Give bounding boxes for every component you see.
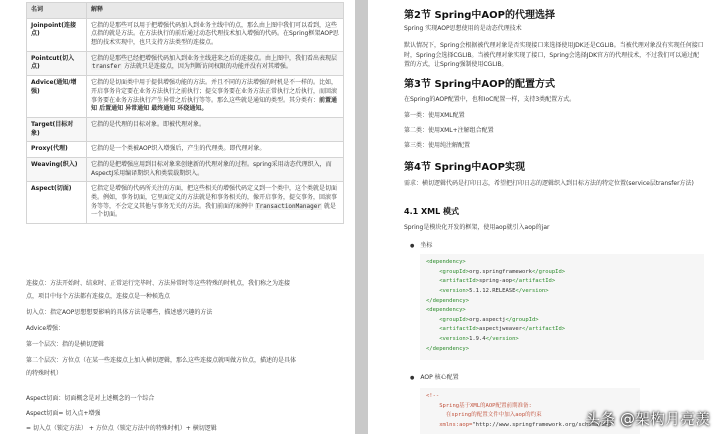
code-indent xyxy=(426,288,439,294)
code-line xyxy=(426,268,698,278)
table-row xyxy=(27,142,344,158)
table-header-desc: 解释 xyxy=(87,3,344,19)
code-tag: </artifactId> xyxy=(512,278,556,285)
code-indent xyxy=(426,317,439,323)
paragraph: Advice增强： xyxy=(26,325,65,332)
code-line xyxy=(426,335,698,345)
code-value: spring-aop xyxy=(479,278,513,285)
paragraph: 的特殊时机） xyxy=(26,370,63,377)
paragraph: Aspect切面：切面概念是对上述概念的一个综合 xyxy=(26,395,155,402)
right-page xyxy=(368,0,720,434)
code-tag: </dependency> xyxy=(426,345,470,352)
desc-text: 方法就只是连接点，因为判断访问权限的功能并没有对其增强。 xyxy=(121,63,292,71)
desc-cell: 它指的是代理的目标对象。即被代理对象。 xyxy=(87,117,344,141)
desc-text: 它指的是那些已经把增强代码加入到业务主线进来之后的连接点。由上图中，我们看出表现层 xyxy=(91,54,338,62)
bullet-item xyxy=(410,240,432,249)
desc-cell: 它指的是那些可以用于把增强代码加入到业务主线中的点，那么由上图中我们可以看到，这些点指的就是方法。在方法执行的前后通过动态代理技术加入增强的代码。在Spring框架AOP思想的技术实现中，也只支持方法类型的连接点。 xyxy=(87,18,344,51)
code-value: org.springframework xyxy=(469,268,532,275)
desc-cell xyxy=(87,182,344,224)
code-line xyxy=(426,392,634,402)
table-row xyxy=(27,76,344,118)
advice-types: 前置通知 后置通知 异常通知 最终通知 环绕通知。 xyxy=(91,96,338,113)
code-indent xyxy=(426,278,439,284)
code-tag: <artifactId> xyxy=(439,278,479,285)
code-tag: </artifactId> xyxy=(522,326,566,333)
code-tag: <dependency> xyxy=(426,259,466,265)
paragraph: Spring 实现AOP思想使用的是动态代理技术 xyxy=(404,25,522,32)
term-cell: Proxy(代理) xyxy=(27,142,87,158)
paragraph: 在Spring的AOP配置中，也和IoC配置一样，支持3类配置方式。 xyxy=(404,96,576,103)
desc-cell xyxy=(87,51,344,75)
bullet-text: AOP 核心配置 xyxy=(420,374,459,381)
code-tag: <groupId> xyxy=(439,316,470,323)
bullet-item xyxy=(410,372,459,381)
code-attr: xmlns:aop= xyxy=(426,421,473,428)
code-tag: <artifactId> xyxy=(439,326,479,333)
code-line xyxy=(426,345,698,355)
table-header-row xyxy=(27,3,344,19)
section-heading: 第3节 Spring中AOP的配置方式 xyxy=(404,79,556,90)
code-tag: </dependency> xyxy=(426,297,470,304)
bullet-text: 坐标 xyxy=(420,242,433,249)
code-line xyxy=(426,277,698,287)
config-option: 第二类：使用XML+注解组合配置 xyxy=(404,127,494,134)
code-indent xyxy=(426,269,439,275)
code-value: "http://www.springframework.org/schema/aop" xyxy=(472,421,615,428)
inline-code: transfer xyxy=(92,63,121,71)
code-tag: <version> xyxy=(439,336,470,342)
code-tag: <groupId> xyxy=(439,268,470,275)
table-row xyxy=(27,51,344,75)
table-row xyxy=(27,157,344,181)
left-page xyxy=(0,0,355,434)
subsection-heading: 4.1 XML 模式 xyxy=(404,207,459,216)
config-option: 第三类：使用纯注解配置 xyxy=(404,142,471,149)
code-value: org.aspectj xyxy=(469,316,506,323)
code-indent xyxy=(426,336,439,342)
table-row xyxy=(27,182,344,224)
code-comment: Spring基于XML的AOP配置前期准备: xyxy=(426,402,532,409)
desc-text: 就是一个切面。 xyxy=(91,202,336,219)
config-option: 第一类：使用XML配置 xyxy=(404,112,465,119)
code-value: aspectjweaver xyxy=(479,326,523,333)
aop-terms-table xyxy=(26,2,344,224)
code-line xyxy=(426,287,698,297)
code-tag: <version> xyxy=(439,287,470,294)
paragraph: 点，项目中每个方法都有连接点，连接点是一种候选点 xyxy=(26,293,171,300)
term-cell: Pointcut(切入点) xyxy=(27,51,87,75)
code-line xyxy=(426,325,698,335)
paragraph: Spring是模块化开发的框架，使用aop就引入aop的jar xyxy=(404,224,550,231)
paragraph: = 切入点（锁定方法） + 方位点（锁定方法中的特殊时机）+ 横切逻辑 xyxy=(26,425,217,432)
code-line xyxy=(426,258,698,268)
term-cell: Joinpoint(连接点) xyxy=(27,18,87,51)
code-indent xyxy=(426,326,439,332)
section-heading: 第4节 Spring中AOP实现 xyxy=(404,162,526,173)
desc-text: 它指定是增强的代码所关注的方面，把这些相关的增强代码定义到一个类中，这个类就是切面类。例如，事务切面，它里面定义的方法就是和事务相关的，像开启事务，提交事务，回滚事务等等，不会定义其他与事务无关的方法。我们前面的案例中 xyxy=(91,185,338,210)
code-value: 5.1.12.RELEASE xyxy=(469,287,516,294)
paragraph: 需求：横切逻辑代码是打印日志，希望把打印日志的逻辑织入到目标方法的特定位置(service层transfer方法) xyxy=(404,180,694,187)
code-value: 1.9.4 xyxy=(469,336,486,342)
code-tag: </version> xyxy=(515,287,549,294)
code-line xyxy=(426,316,698,326)
code-comment: <!-- xyxy=(426,393,440,399)
term-cell: Aspect(切面) xyxy=(27,182,87,224)
code-tag: <dependency> xyxy=(426,307,466,314)
paragraph: 第一个层次：指的是横切逻辑 xyxy=(26,341,105,348)
code-tag: </groupId> xyxy=(531,268,566,275)
code-tag: </version> xyxy=(485,336,519,342)
code-comment: 在spring的配置文件中加入aop的约束 xyxy=(426,412,542,419)
paragraph: 默认情况下，Spring会根据被代理对象是否实现接口来选择使用JDK还是CGLIB。当被代理对象没有实现任何接口时，Spring会选择CGLIB。当被代理对象实现了接口，Spring会选择JDK官方的代理技术，不过我们可以通过配置的方式，让Spring强制使用CGLIB。 xyxy=(404,42,704,69)
section-heading: 第2节 Spring中AOP的代理选择 xyxy=(404,10,556,21)
paragraph: 第二个层次：方位点（在某一些连接点上加入横切逻辑，那么这些连接点就叫做方位点，描述的是具体 xyxy=(26,357,297,364)
paragraph: 切入点：指定AOP思想想要影响的具体方法是哪些，描述感兴趣的方法 xyxy=(26,309,213,316)
paragraph: 连接点：方法开始时、结束时、正常运行完毕时、方法异常时等这些特殊的时机点，我们称之为连接 xyxy=(26,280,291,287)
desc-cell: 它指的是一个类被AOP织入增强后，产生的代理类。即代理对象。 xyxy=(87,142,344,158)
inline-code: TransactionManager xyxy=(255,202,321,210)
term-cell: Advice(通知/增强) xyxy=(27,76,87,118)
paragraph: Aspect切面= 切入点+增强 xyxy=(26,410,101,417)
watermark: 头条 @架构月亮羡 xyxy=(585,410,710,428)
table-row xyxy=(27,117,344,141)
code-tag: </groupId> xyxy=(505,316,539,323)
term-cell: Weaving(织入) xyxy=(27,157,87,181)
desc-cell xyxy=(87,76,344,118)
term-cell: Target(目标对象) xyxy=(27,117,87,141)
table-row xyxy=(27,18,344,51)
code-line xyxy=(426,297,698,307)
desc-cell: 它指的是把增强应用到目标对象来创建新的代理对象的过程。spring采用动态代理织入，而AspectJ采用编译期织入和类装载期织入。 xyxy=(87,157,344,181)
table-header-term: 名词 xyxy=(27,3,87,19)
code-line xyxy=(426,306,698,316)
desc-text: 它指的是切面类中用于提供增强功能的方法。并且不同的方法增强的时机是不一样的。比如，开启事务肯定要在业务方法执行之前执行；提交事务要在业务方法正常执行之后执行，而回滚事务要在业务方法执行产生异常之后执行等等。那么这些就是通知的类型。其分类有： xyxy=(91,79,338,104)
code-block-dependencies xyxy=(420,254,704,360)
